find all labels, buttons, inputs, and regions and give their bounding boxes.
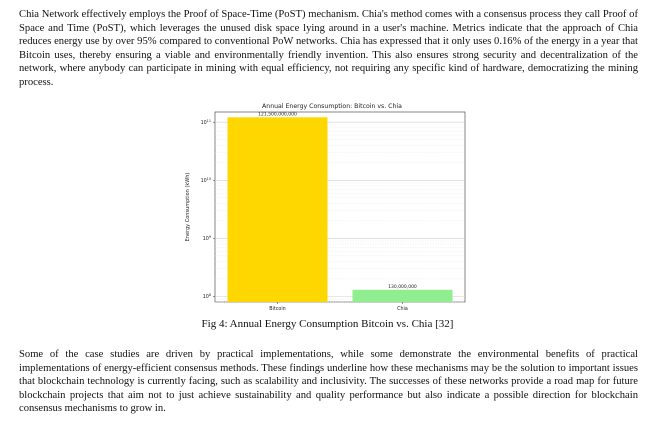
- x-axis-ticks: [269, 302, 408, 312]
- y-tick-label: $10^{10}$: [200, 176, 211, 184]
- intro-paragraph: Chia Network effectively employs the Proof of Space-Time (PoST) mechanism. Chia's method comes with a consensus process they call Proof of Space and Time (PoST), which leverages the unused disk space lying around in a user's machine. Metrics indicate that the approach of Chia reduces energy use by over 95% compared to conventional PoW networks. Chia has expressed that it only uses 0.16% of the energy in a year that Bitcoin uses, thereby ensuring a viable and environmentally friendly invention. This also ensures strong security and decentralization of the network, where anybody can participate in mining with equal efficiency, not requiring any specific kind of hardware, democratizing the mining process.: [19, 9, 638, 88]
- y-tick-label: $10^{11}$: [200, 118, 211, 126]
- closing-paragraph: Some of the case studies are driven by practical implementations, while some demonstrate the environmental benefits of practical implementations of energy-efficient consensus methods. These findings underline how these mechanisms may be the solution to important issues that blockchain technology is currently facing, such as scalability and inclusivity. The successes of these networks provide a road map for future blockchain projects that aim not to just achieve sustainability and quality performance but also indicate a possible direction for blockchain consensus mechanisms to grow in.: [19, 349, 638, 415]
- y-tick-label: $10^8$: [202, 292, 211, 300]
- bar-bitcoin: [228, 117, 328, 302]
- chart-title: Annual Energy Consumption: Bitcoin vs. Chia: [262, 103, 402, 110]
- x-tick-label-chia: Chia: [397, 307, 408, 312]
- data-label-bitcoin: 121,500,000,000: [258, 112, 297, 118]
- y-axis-label: Energy Consumption (kWh): [185, 172, 191, 242]
- y-tick-label: $10^9$: [202, 234, 211, 242]
- x-tick-label-bitcoin: Bitcoin: [269, 307, 286, 312]
- figure-caption: Fig 4: Annual Energy Consumption Bitcoin vs. Chia [32]: [201, 318, 454, 330]
- y-axis-ticks: [201, 119, 215, 300]
- bar-chia: [353, 290, 453, 302]
- energy-bar-chart: [180, 100, 480, 315]
- data-label-chia: 130,000,000: [388, 284, 417, 290]
